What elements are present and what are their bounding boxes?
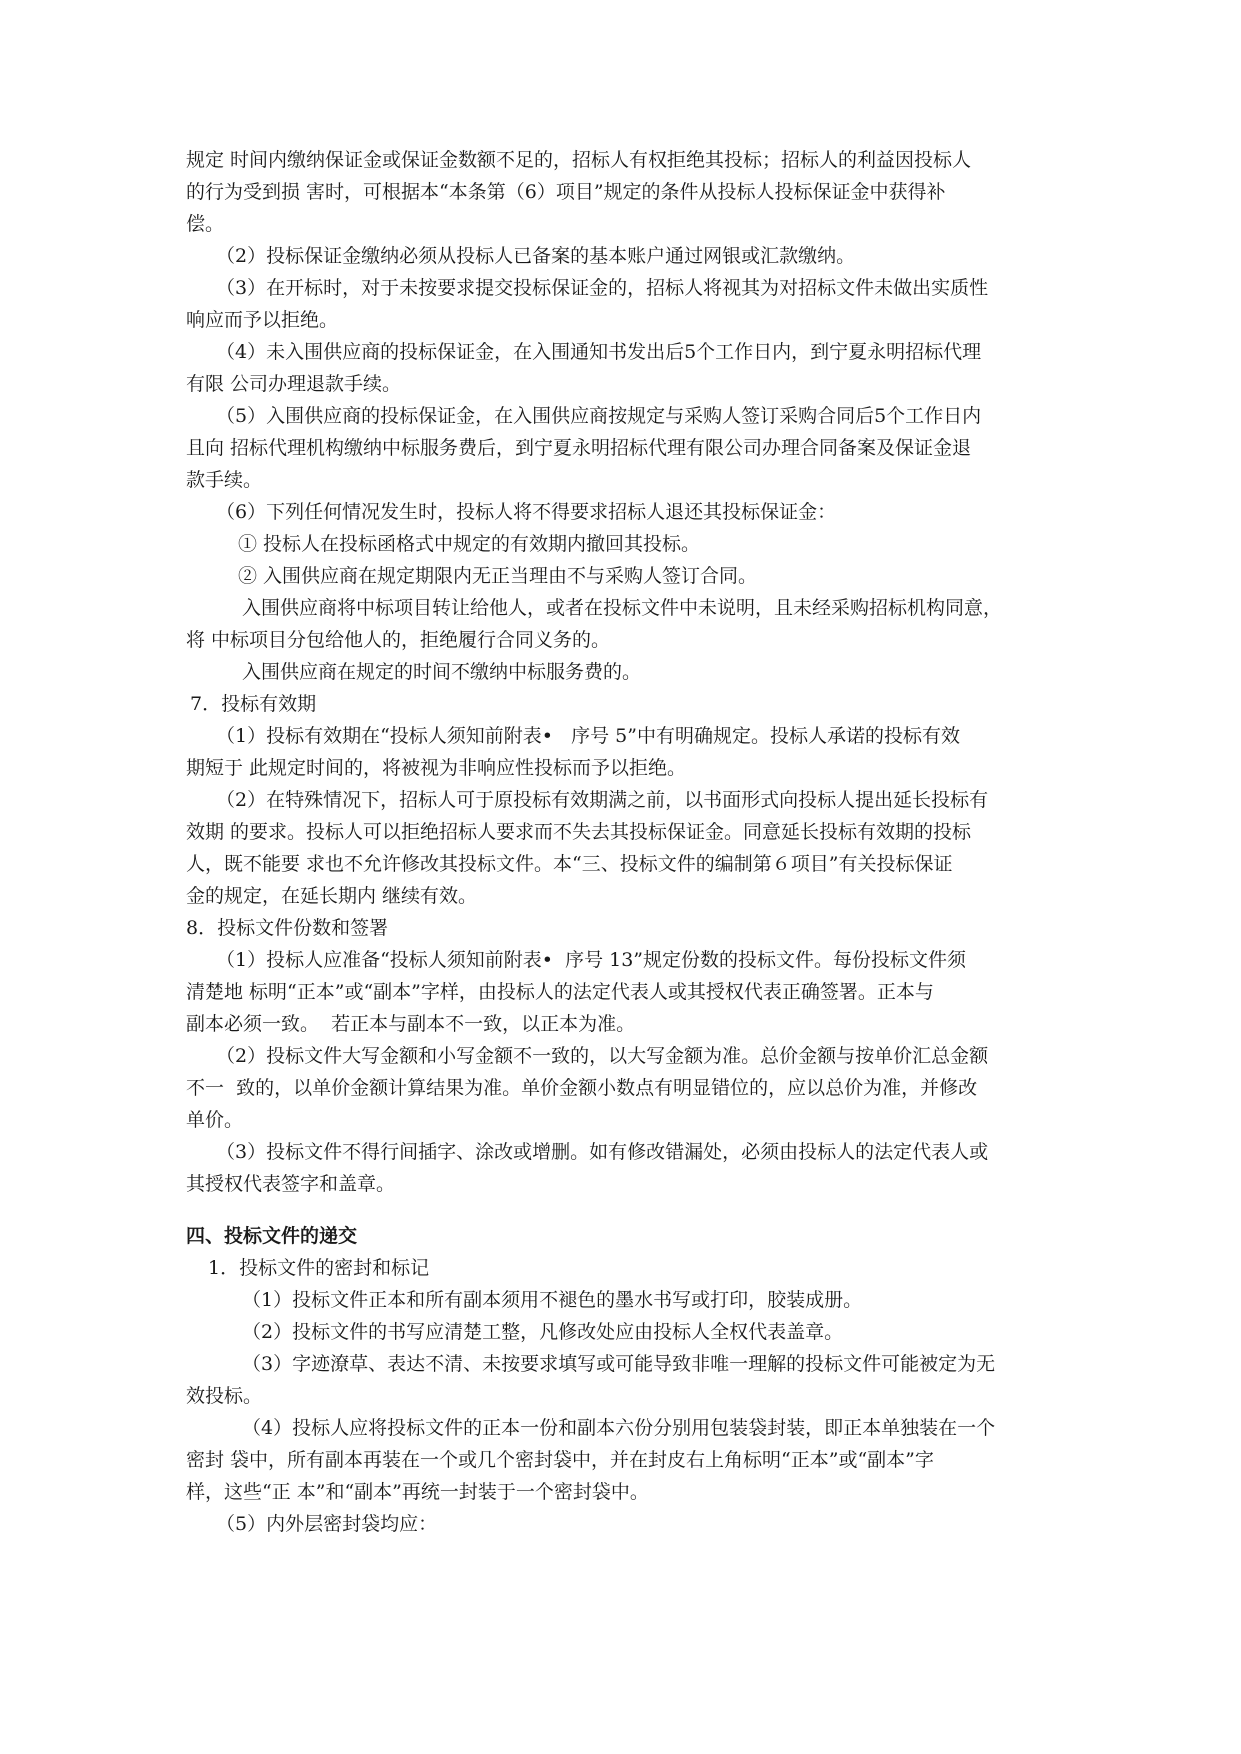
paragraph <box>186 720 1091 784</box>
text-line: 不一 致的，以单价金额计算结果为准。单价金额小数点有明显错位的，应以总价为准，并修改 <box>186 1077 978 1099</box>
paragraph <box>186 1040 1091 1136</box>
text-line: （1）投标文件正本和所有副本须用不褪色的墨水书写或打印，胶装成册。 <box>242 1289 863 1311</box>
text-line: （1）投标有效期在“投标人须知前附表• 序号 5”中有明确规定。投标人承诺的投标有效 <box>216 725 960 747</box>
section-heading: 四、投标文件的递交 <box>186 1225 358 1247</box>
text-line: 的行为受到损 害时，可根据本“本条第（6）项目”规定的条件从投标人投标保证金中获得补 <box>186 181 946 203</box>
text-line: （4）未入围供应商的投标保证金，在入围通知书发出后5个工作日内，到宁夏永明招标代理 <box>216 341 982 363</box>
paragraph <box>186 1348 1091 1412</box>
subheading <box>186 1252 1091 1284</box>
text-line: （3）字迹潦草、表达不清、未按要求填写或可能导致非唯一理解的投标文件可能被定为无 <box>242 1353 996 1375</box>
text-line: ② 入围供应商在规定期限内无正当理由不与采购人签订合同。 <box>238 565 758 587</box>
text-line: （2）在特殊情况下，招标人可于原投标有效期满之前，以书面形式向投标人提出延长投标有 <box>216 789 989 811</box>
paragraph <box>186 592 1091 656</box>
paragraph <box>186 560 1091 592</box>
text-line: （2）投标文件大写金额和小写金额不一致的，以大写金额为准。总价金额与按单价汇总金额 <box>216 1045 989 1067</box>
text-line: 效期 的要求。投标人可以拒绝招标人要求而不失去其投标保证金。同意延长投标有效期的投标 <box>186 821 972 843</box>
text-line: 将 中标项目分包给他人的，拒绝履行合同义务的。 <box>186 629 611 651</box>
text-line: 样，这些“正 本”和“副本”再统一封装于一个密封袋中。 <box>186 1481 649 1503</box>
paragraph <box>186 784 1091 912</box>
text-line: （4）投标人应将投标文件的正本一份和副本六份分别用包装袋封装，即正本单独装在一个 <box>242 1417 996 1439</box>
text-line: 7．投标有效期 <box>190 693 317 715</box>
text-line: 清楚地 标明“正本”或“副本”字样，由投标人的法定代表人或其授权代表正确签署。正本与 <box>186 981 934 1003</box>
paragraph <box>186 272 1091 336</box>
paragraph <box>186 400 1091 496</box>
paragraph <box>186 144 1091 240</box>
paragraph <box>186 1412 1091 1508</box>
text-line: 期短于 此规定时间的，将被视为非响应性投标而予以拒绝。 <box>186 757 687 779</box>
text-line: （2）投标文件的书写应清楚工整，凡修改处应由投标人全权代表盖章。 <box>242 1321 844 1343</box>
paragraph <box>186 1136 1091 1200</box>
subheading <box>186 912 1091 944</box>
text-line: （3）投标文件不得行间插字、涂改或增删。如有修改错漏处，必须由投标人的法定代表人或 <box>216 1141 989 1163</box>
text-line: 入围供应商将中标项目转让给他人，或者在投标文件中未说明，且未经采购招标机构同意， <box>242 597 1003 619</box>
subheading <box>186 688 1091 720</box>
text-line: （2）投标保证金缴纳必须从投标人已备案的基本账户通过网银或汇款缴纳。 <box>216 245 856 267</box>
text-line: （1）投标人应准备“投标人须知前附表• 序号 13”规定份数的投标文件。每份投标文件须 <box>216 949 967 971</box>
paragraph <box>186 528 1091 560</box>
text-line: 入围供应商在规定的时间不缴纳中标服务费的。 <box>242 661 642 683</box>
text-line: 副本必须一致。 若正本与副本不一致，以正本为准。 <box>186 1013 636 1035</box>
text-line: 其授权代表签字和盖章。 <box>186 1173 396 1195</box>
text-line: 且向 招标代理机构缴纳中标服务费后，到宁夏永明招标代理有限公司办理合同备案及保证金退 <box>186 437 972 459</box>
text-line: （5）内外层密封袋均应： <box>216 1513 438 1535</box>
text-line: 金的规定，在延长期内 继续有效。 <box>186 885 478 907</box>
paragraph <box>186 1284 1091 1316</box>
text-line: 8．投标文件份数和签署 <box>186 917 389 939</box>
text-line: （5）入围供应商的投标保证金，在入围供应商按规定与采购人签订采购合同后5个工作日内 <box>216 405 982 427</box>
text-line: （3）在开标时，对于未按要求提交投标保证金的，招标人将视其为对招标文件未做出实质性 <box>216 277 989 299</box>
text-line: 响应而予以拒绝。 <box>186 309 339 331</box>
text-line: 密封 袋中，所有副本再装在一个或几个密封袋中，并在封皮右上角标明“正本”或“副本”字 <box>186 1449 934 1471</box>
paragraph <box>186 496 1091 528</box>
paragraph <box>186 1508 1091 1540</box>
text-line: 有限 公司办理退款手续。 <box>186 373 402 395</box>
paragraph <box>186 944 1091 1040</box>
text-line: （6）下列任何情况发生时，投标人将不得要求招标人退还其投标保证金： <box>216 501 837 523</box>
text-line: 人，既不能要 求也不允许修改其投标文件。本“三、投标文件的编制第６项目”有关投标保证 <box>186 853 953 875</box>
text-line: 单价。 <box>186 1109 244 1131</box>
text-line: ① 投标人在投标函格式中规定的有效期内撤回其投标。 <box>238 533 701 555</box>
text-line: 偿。 <box>186 213 225 235</box>
text-line: 款手续。 <box>186 469 263 491</box>
paragraph <box>186 1316 1091 1348</box>
paragraph <box>186 336 1091 400</box>
paragraph <box>186 656 1091 688</box>
document-page <box>186 144 1091 1540</box>
text-line: 1．投标文件的密封和标记 <box>208 1257 430 1279</box>
text-line: 效投标。 <box>186 1385 263 1407</box>
paragraph <box>186 240 1091 272</box>
text-line: 规定 时间内缴纳保证金或保证金数额不足的，招标人有权拒绝其投标；招标人的利益因投标人 <box>186 149 972 171</box>
